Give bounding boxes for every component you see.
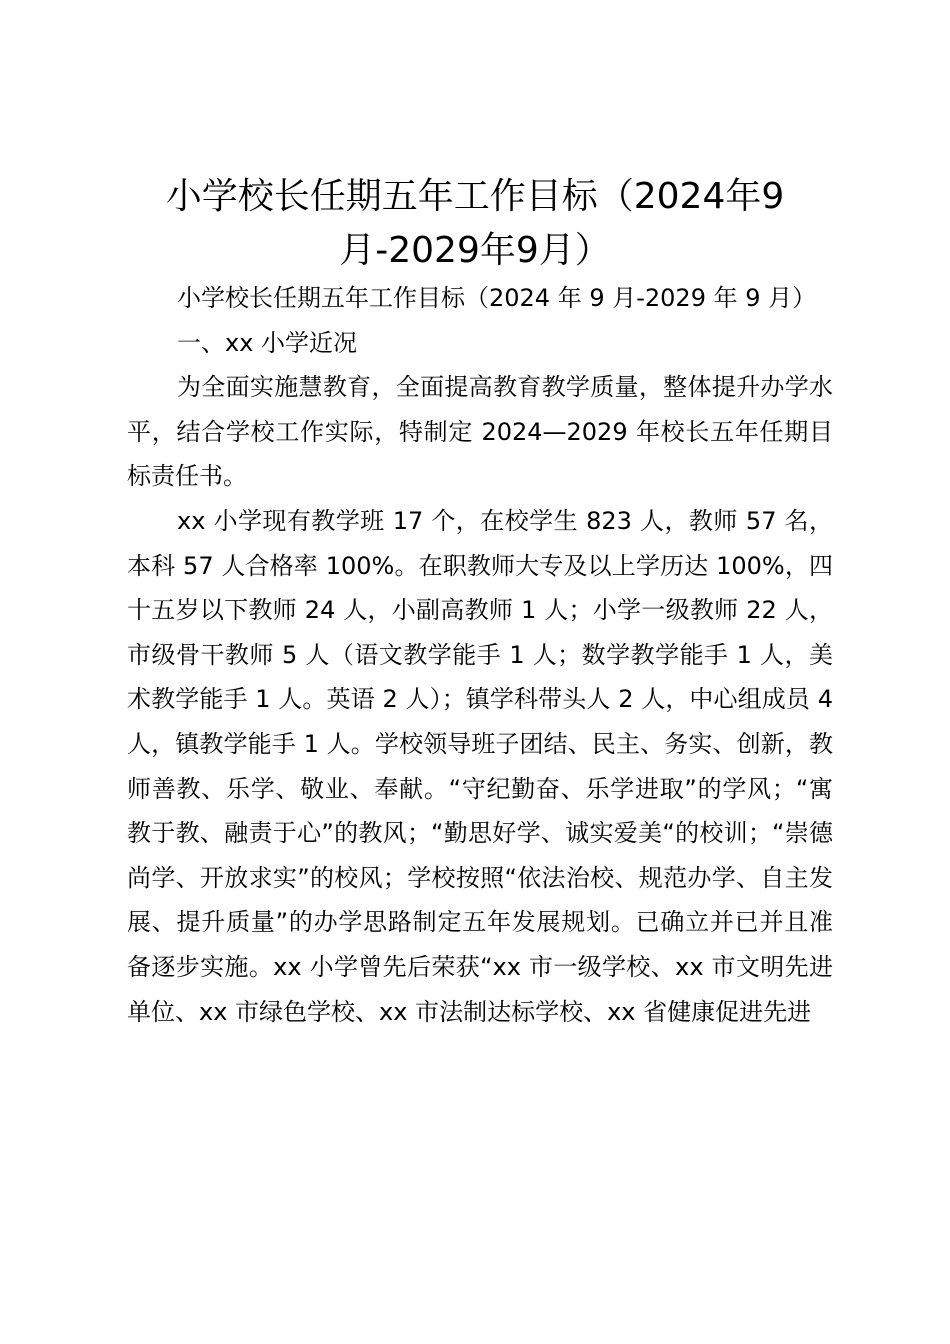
document-body [127, 276, 833, 1034]
paragraph-school-overview: xx 小学现有教学班 17 个，在校学生 823 人，教师 57 名，本科 57 人合格率 100%。在职教师大专及以上学历达 100%，四十五岁以下教师 24 人，小副高教师 1 人；小学一级教师 22 人，市级骨干教师 5 人（语文教学能手 1 人；数学教学能手 1 人，美术教学能手 1 人。英语 2 人）；镇学科带头人 2 人，中心组成员 4 人，镇教学能手 1 人。学校领导班子团结、民主、务实、创新，教师善教、乐学、敬业、奉献。“守纪勤奋、乐学进取”的学风；“寓教于教、融责于心”的教风；“勤思好学、诚实爱美“的校训；“崇德尚学、开放求实”的校风；学校按照“依法治校、规范办学、自主发展、提升质量”的办学思路制定五年发展规划。已确立并已并且准备逐步实施。xx 小学曾先后荣获“xx 市一级学校、xx 市文明先进单位、xx 市绿色学校、xx 市法制达标学校、xx 省健康促进先进 [127, 506, 833, 1026]
document-title: 小学校长任期五年工作目标（2024年9月-2029年9月） [165, 176, 785, 271]
section-heading: 一、xx 小学近况 [177, 328, 358, 357]
paragraph-intro: 为全面实施慧教育，全面提高教育教学质量，整体提升办学水平，结合学校工作实际，特制定 2024—2029 年校长五年任期目标责任书。 [127, 373, 833, 491]
paragraph-subtitle: 小学校长任期五年工作目标（2024 年 9 月-2029 年 9 月） [177, 284, 817, 312]
